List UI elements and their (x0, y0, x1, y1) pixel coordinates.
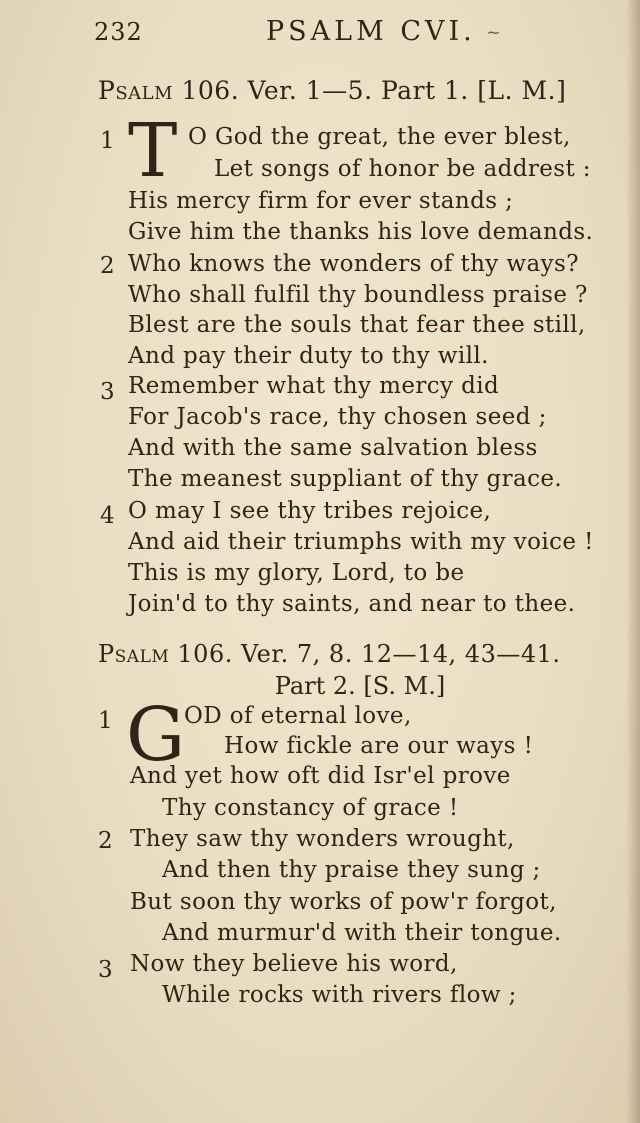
verse-line: And with the same salvation bless (128, 435, 538, 461)
verse-line: OD of eternal love, (184, 703, 412, 729)
drop-cap: G (126, 692, 186, 778)
verse-line: But soon thy works of pow'r forgot, (130, 889, 557, 915)
page-edge-shadow (626, 0, 640, 1123)
verse-line: O may I see thy tribes rejoice, (128, 498, 492, 524)
verse-line: Now they believe his word, (130, 951, 458, 977)
verse-line: Thy constancy of grace ! (162, 795, 459, 821)
verse-line: Remember what thy mercy did (128, 373, 500, 399)
part2-label: Part 2. [S. M.] (274, 672, 446, 700)
verse-line: And pay their duty to thy will. (128, 343, 489, 369)
running-head: PSALM CVI. (266, 16, 476, 47)
verse-line: And aid their triumphs with my voice ! (128, 529, 594, 555)
verse-line: While rocks with rivers flow ; (162, 982, 517, 1008)
part1-heading-detail: 106. Ver. 1—5. Part 1. [L. M.] (173, 76, 567, 105)
stanza-number: 3 (98, 957, 113, 983)
verse-line: O God the great, the ever blest, (188, 124, 571, 150)
part1-heading-psalm: Psalm (98, 76, 174, 105)
stanza-number: 3 (100, 379, 115, 405)
verse-line: And yet how oft did Isr'el prove (130, 763, 511, 789)
verse-line: Who shall fulfil thy boundless praise ? (128, 282, 588, 308)
part1-heading (98, 76, 566, 105)
page-header (96, 14, 616, 54)
verse-line: The meanest suppliant of thy grace. (128, 466, 563, 492)
part2-heading-detail: 106. Ver. 7, 8. 12—14, 43—41. (169, 640, 561, 668)
part2-heading (98, 640, 561, 668)
page-number: 232 (94, 18, 143, 46)
stanza-number: 2 (100, 253, 115, 279)
stanza-number: 1 (98, 708, 113, 734)
verse-line: How fickle are our ways ! (224, 733, 534, 759)
drop-cap: T (128, 108, 178, 194)
verse-line: Who knows the wonders of thy ways? (128, 251, 579, 277)
verse-line: They saw thy wonders wrought, (130, 826, 515, 852)
verse-line: And murmur'd with their tongue. (162, 920, 562, 946)
stanza-number: 2 (98, 828, 113, 854)
verse-line: Let songs of honor be addrest : (214, 156, 591, 182)
verse-line: Join'd to thy saints, and near to thee. (128, 591, 576, 617)
verse-line: His mercy firm for ever stands ; (128, 188, 514, 214)
verse-line: Blest are the souls that fear thee still, (128, 312, 586, 338)
verse-line: For Jacob's race, thy chosen seed ; (128, 404, 547, 430)
stanza-number: 4 (100, 503, 115, 529)
stanza-number: 1 (100, 128, 115, 154)
part2-heading-psalm: Psalm (98, 640, 170, 668)
header-ornament: ~ (486, 22, 502, 43)
verse-line: This is my glory, Lord, to be (128, 560, 465, 586)
verse-line: Give him the thanks his love demands. (128, 219, 594, 245)
verse-line: And then thy praise they sung ; (162, 857, 541, 883)
